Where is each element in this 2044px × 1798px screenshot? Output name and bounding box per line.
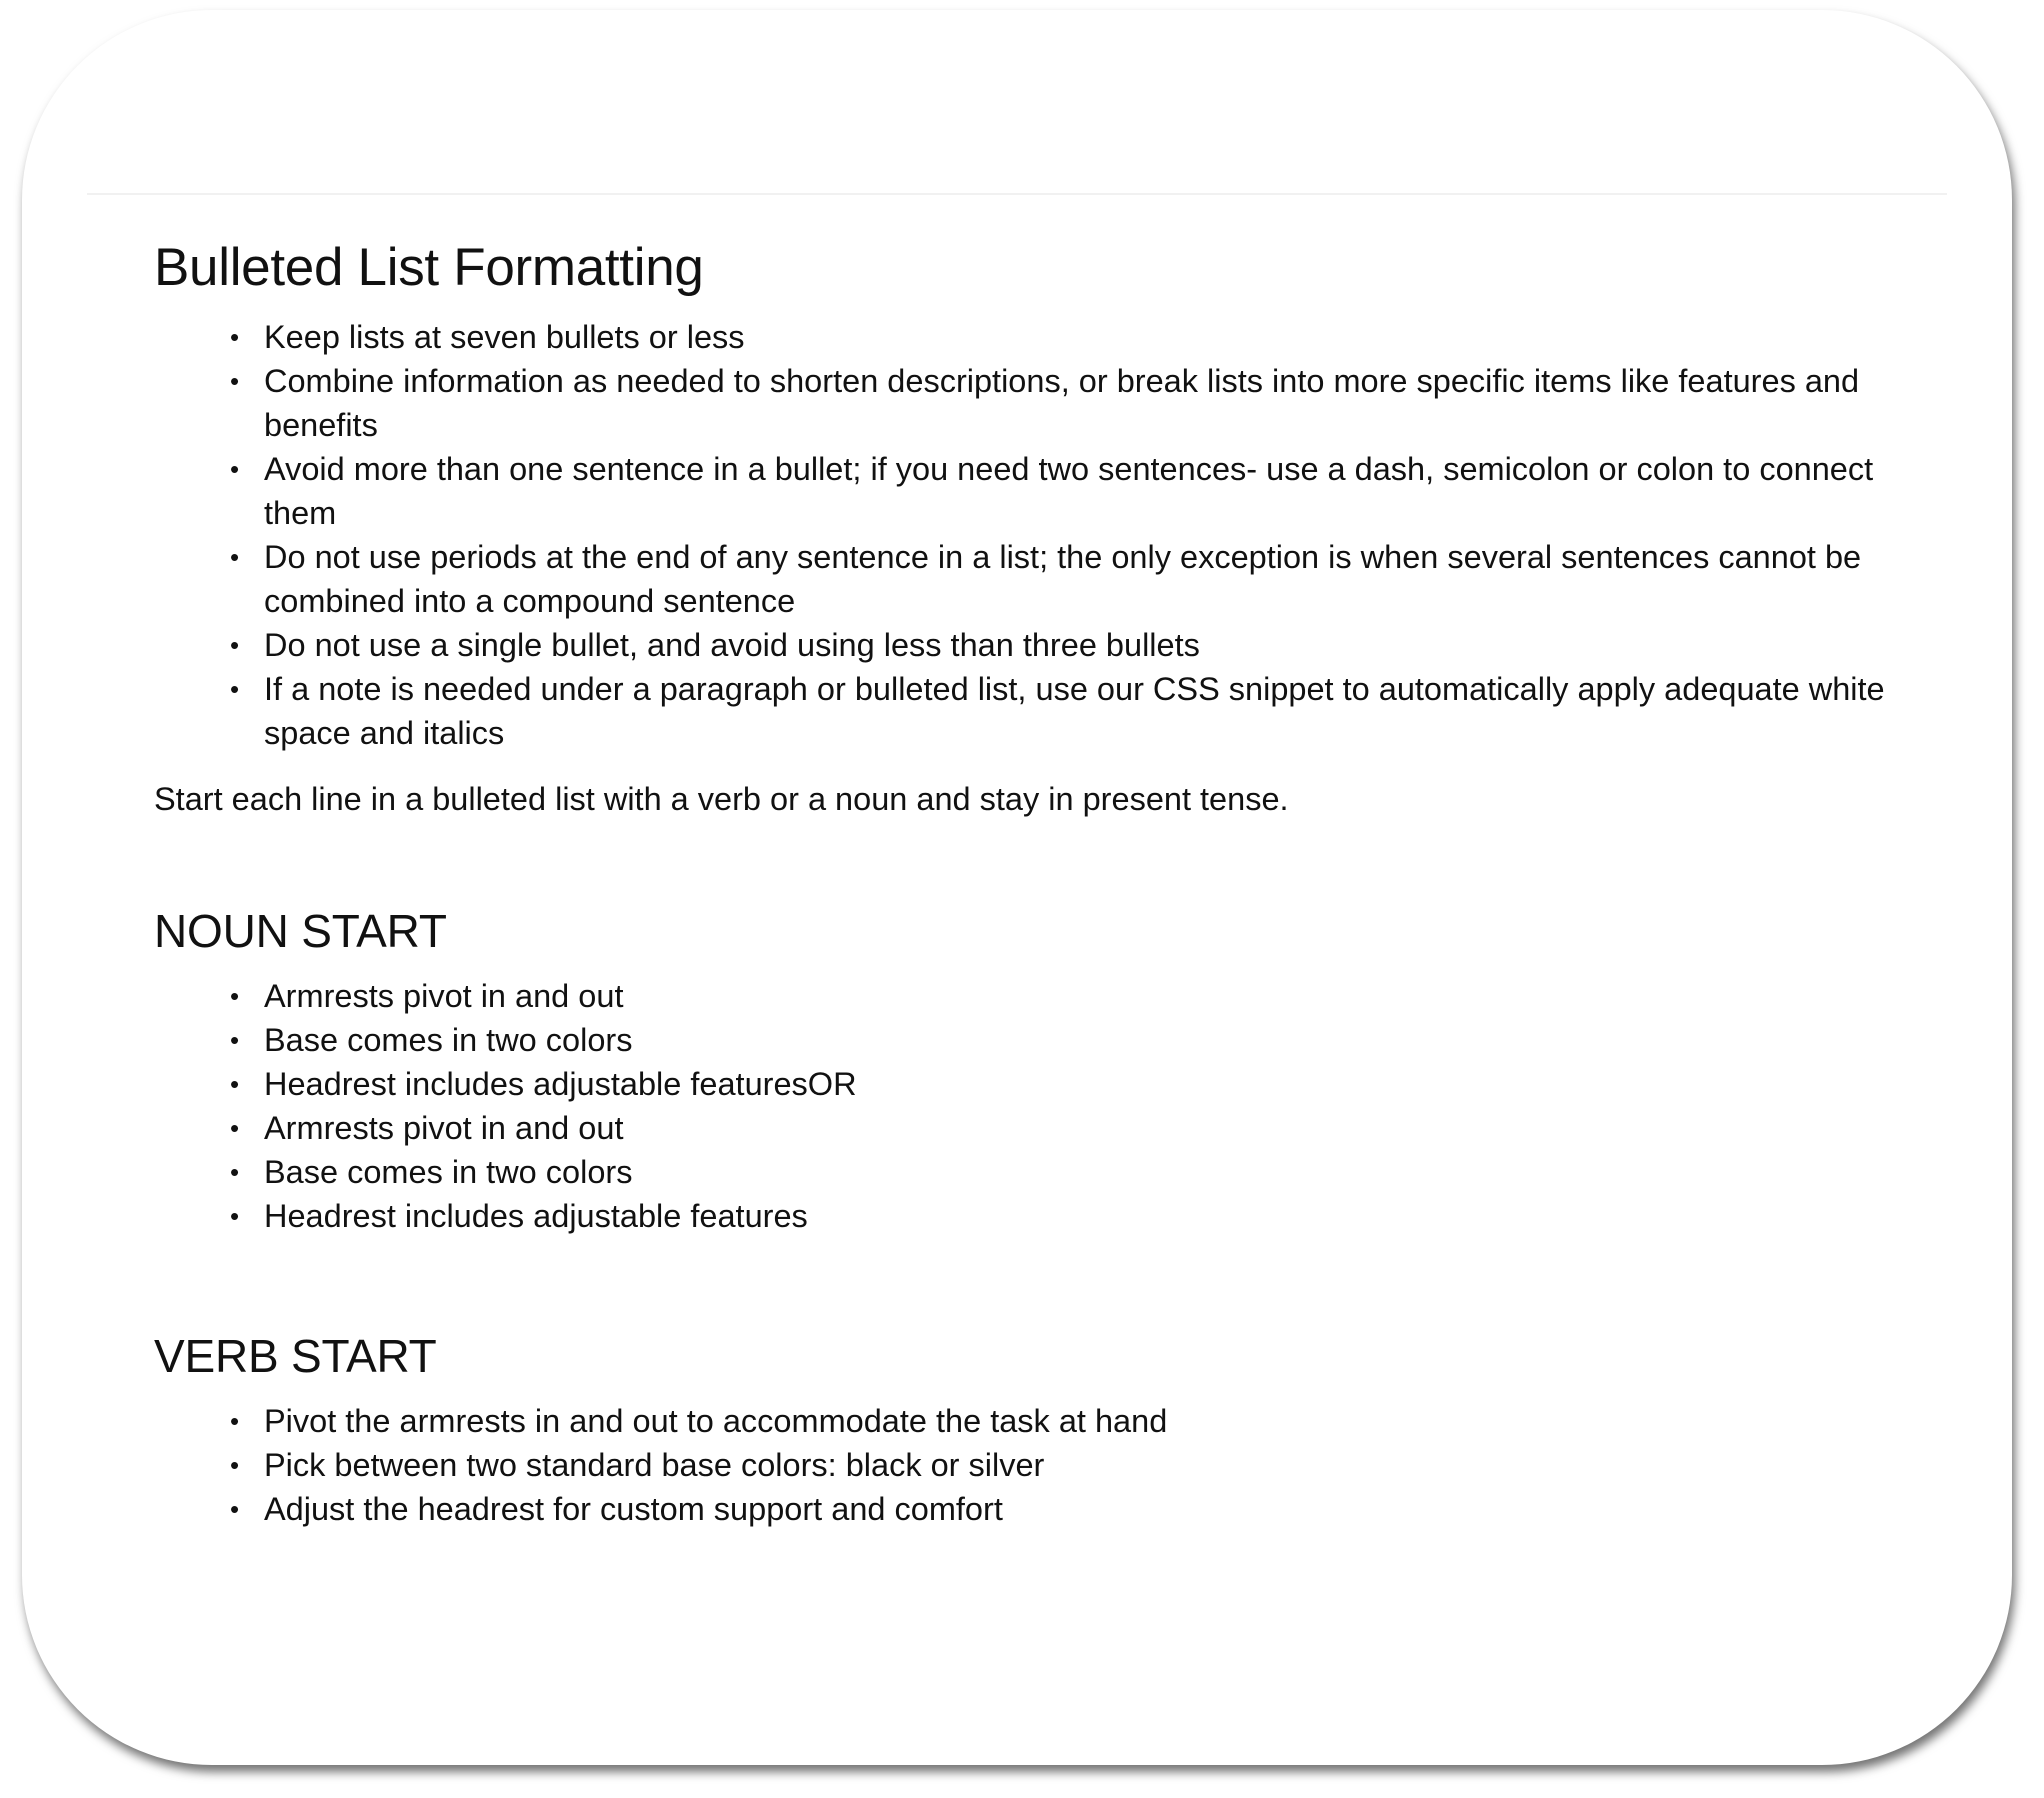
divider bbox=[87, 193, 1947, 195]
verb-start-list bbox=[154, 1399, 1944, 1531]
intro-paragraph: Start each line in a bulleted list with a verb or a noun and stay in present tense. bbox=[154, 780, 1289, 817]
bullet-icon: • bbox=[230, 1068, 240, 1099]
verb-start-heading: VERB START bbox=[154, 1329, 437, 1382]
bullet-icon: • bbox=[230, 1156, 240, 1187]
noun-start-list bbox=[154, 974, 1944, 1238]
list-item: • Combine information as needed to shorten descriptions, or break lists into more specific items like features and benefits bbox=[264, 359, 1944, 447]
bullet-icon: • bbox=[230, 1112, 240, 1143]
list-item: • Headrest includes adjustable featuresOR bbox=[264, 1062, 1944, 1106]
noun-start-heading: NOUN START bbox=[154, 904, 447, 957]
bullet-icon: • bbox=[230, 629, 240, 660]
document-card bbox=[22, 10, 2012, 1765]
list-item: • Pivot the armrests in and out to accommodate the task at hand bbox=[264, 1399, 1944, 1443]
bullet-icon: • bbox=[230, 1493, 240, 1524]
bullet-icon: • bbox=[230, 1405, 240, 1436]
bullet-icon: • bbox=[230, 321, 240, 352]
bullet-icon: • bbox=[230, 1449, 240, 1480]
spacer bbox=[154, 821, 1944, 905]
bullet-icon: • bbox=[230, 1200, 240, 1231]
list-item: • Base comes in two colors bbox=[264, 1150, 1944, 1194]
bullet-icon: • bbox=[230, 673, 240, 704]
list-item: • Armrests pivot in and out bbox=[264, 974, 1944, 1018]
bullet-icon: • bbox=[230, 453, 240, 484]
list-item: • Keep lists at seven bullets or less bbox=[264, 315, 1944, 359]
rules-list bbox=[154, 315, 1944, 755]
page-title: Bulleted List Formatting bbox=[154, 238, 704, 297]
bullet-icon: • bbox=[230, 980, 240, 1011]
list-item: • Pick between two standard base colors: black or silver bbox=[264, 1443, 1944, 1487]
list-item: • Do not use periods at the end of any sentence in a list; the only exception is when several sentences cannot be combined into a compound sentence bbox=[264, 535, 1944, 623]
list-item: • Avoid more than one sentence in a bullet; if you need two sentences- use a dash, semicolon or colon to connect them bbox=[264, 447, 1944, 535]
list-item: • Do not use a single bullet, and avoid using less than three bullets bbox=[264, 623, 1944, 667]
bullet-icon: • bbox=[230, 1024, 240, 1055]
list-item: • Armrests pivot in and out bbox=[264, 1106, 1944, 1150]
list-item: • Adjust the headrest for custom support and comfort bbox=[264, 1487, 1944, 1531]
list-item: • If a note is needed under a paragraph or bulleted list, use our CSS snippet to automatically apply adequate white space and italics bbox=[264, 667, 1944, 755]
bullet-icon: • bbox=[230, 365, 240, 396]
list-item: • Base comes in two colors bbox=[264, 1018, 1944, 1062]
bullet-icon: • bbox=[230, 541, 240, 572]
spacer bbox=[154, 1238, 1944, 1330]
list-item: • Headrest includes adjustable features bbox=[264, 1194, 1944, 1238]
document-content bbox=[154, 238, 1944, 1531]
